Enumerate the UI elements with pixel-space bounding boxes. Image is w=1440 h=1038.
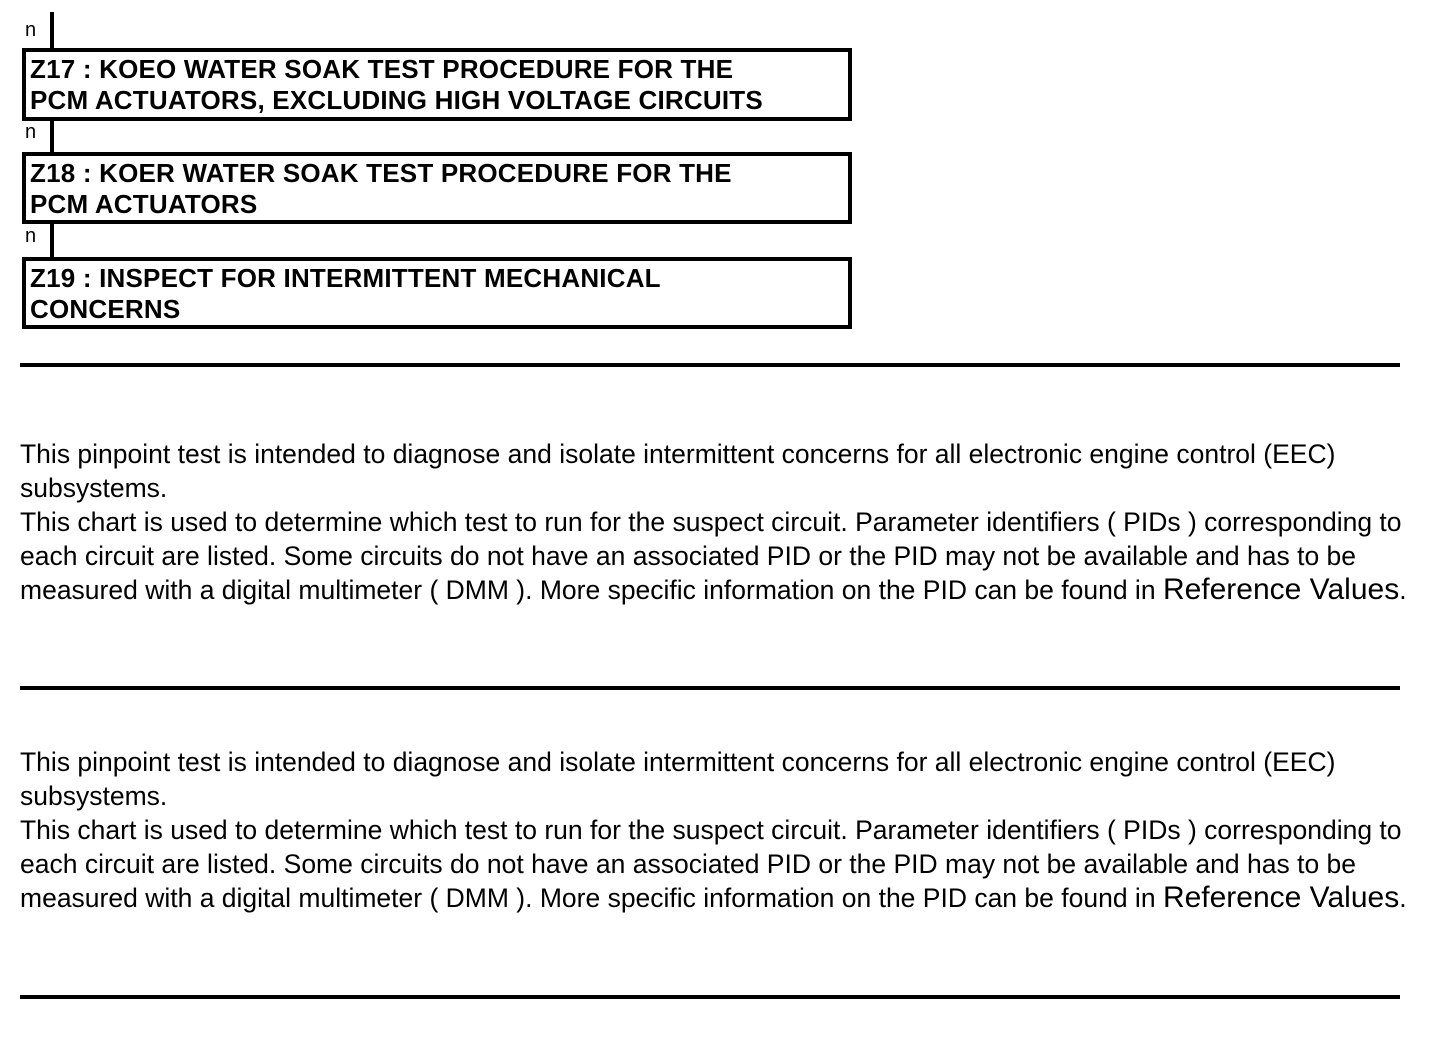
reference-values-link[interactable]: Reference Values <box>1162 881 1400 914</box>
section-divider <box>20 363 1400 367</box>
step-title-line1: Z17 : KOEO WATER SOAK TEST PROCEDURE FOR THE <box>30 54 734 84</box>
chart-paragraph-text: This chart is used to determine which test to run for the suspect circuit. Parameter identifiers ( PIDs ) corresponding to each circuit are listed. Some circuits do not have an associated PID or the PID may not be available and has to be measured with a digital multimeter ( DMM ). More specific information on the PID can be found in <box>20 815 1402 913</box>
connector-label-no: n <box>25 19 37 41</box>
step-box-z18[interactable] <box>22 152 852 224</box>
step-title-line2: PCM ACTUATORS <box>30 189 258 219</box>
description-section <box>20 437 1420 607</box>
intro-paragraph: This pinpoint test is intended to diagnose and isolate intermittent concerns for all electronic engine control (EEC) subsystems. <box>20 747 1336 811</box>
step-box-z17[interactable] <box>22 48 852 121</box>
connector-label-no: n <box>25 225 37 247</box>
section-divider <box>20 686 1400 690</box>
step-box-z19[interactable] <box>22 257 852 329</box>
intro-paragraph: This pinpoint test is intended to diagnose and isolate intermittent concerns for all electronic engine control (EEC) subsystems. <box>20 439 1336 503</box>
chart-paragraph <box>20 813 1420 915</box>
flow-connector-line <box>50 222 54 258</box>
reference-values-link[interactable]: Reference Values <box>1162 573 1400 606</box>
flow-connector-line <box>50 12 54 50</box>
section-divider <box>20 995 1400 999</box>
flow-connector-line <box>50 118 54 154</box>
connector-label-no: n <box>25 121 37 143</box>
step-title-line1: Z18 : KOER WATER SOAK TEST PROCEDURE FOR THE <box>30 158 732 188</box>
step-title-line2: PCM ACTUATORS, EXCLUDING HIGH VOLTAGE CIRCUITS <box>30 85 763 115</box>
chart-paragraph <box>20 505 1420 607</box>
paragraph-end: . <box>1399 883 1407 913</box>
description-section <box>20 745 1420 915</box>
step-title-line2: CONCERNS <box>30 294 181 324</box>
step-title-line1: Z19 : INSPECT FOR INTERMITTENT MECHANICAL <box>30 263 661 293</box>
paragraph-end: . <box>1399 575 1407 605</box>
chart-paragraph-text: This chart is used to determine which test to run for the suspect circuit. Parameter identifiers ( PIDs ) corresponding to each circuit are listed. Some circuits do not have an associated PID or the PID may not be available and has to be measured with a digital multimeter ( DMM ). More specific information on the PID can be found in <box>20 507 1402 605</box>
